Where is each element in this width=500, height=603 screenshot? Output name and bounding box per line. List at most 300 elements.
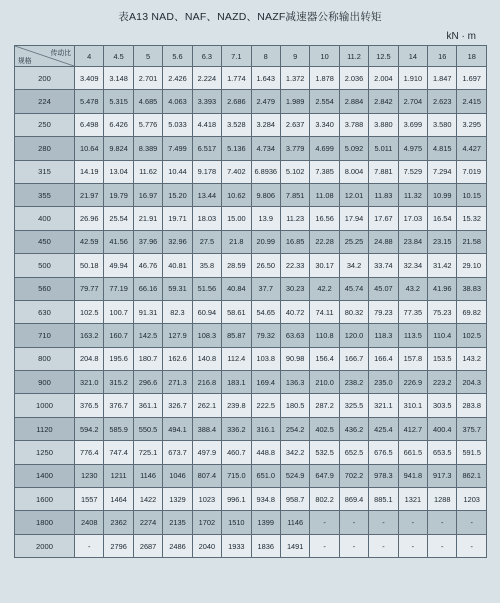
torque-value-cell: 321.1: [369, 394, 398, 417]
torque-value-cell: 315.2: [104, 371, 133, 394]
torque-value-cell: 1510: [222, 511, 251, 534]
torque-value-cell: 1.847: [428, 67, 457, 90]
torque-value-cell: 802.2: [310, 488, 339, 511]
torque-value-cell: 715.0: [222, 464, 251, 487]
torque-value-cell: 326.7: [163, 394, 192, 417]
ratio-header-cell: 11.2: [339, 46, 368, 67]
torque-value-cell: 163.2: [75, 324, 104, 347]
torque-value-cell: 226.9: [398, 371, 427, 394]
table-row: [15, 160, 487, 183]
torque-value-cell: 3.779: [280, 137, 309, 160]
torque-value-cell: 235.0: [369, 371, 398, 394]
torque-value-cell: 166.4: [369, 347, 398, 370]
ratio-header-cell: 5: [133, 46, 162, 67]
torque-value-cell: 136.3: [280, 371, 309, 394]
size-cell: 500: [15, 254, 75, 277]
ratio-header-cell: 6.3: [192, 46, 221, 67]
torque-value-cell: 32.34: [398, 254, 427, 277]
torque-value-cell: 2.701: [133, 67, 162, 90]
torque-value-cell: 4.063: [163, 90, 192, 113]
torque-value-cell: 20.99: [251, 230, 280, 253]
torque-value-cell: 17.67: [369, 207, 398, 230]
torque-value-cell: 400.4: [428, 417, 457, 440]
size-cell: 1250: [15, 441, 75, 464]
torque-value-cell: 2687: [133, 534, 162, 557]
torque-value-cell: 59.31: [163, 277, 192, 300]
table-row: [15, 254, 487, 277]
torque-value-cell: 2.884: [339, 90, 368, 113]
torque-value-cell: 2408: [75, 511, 104, 534]
table-row: [15, 441, 487, 464]
torque-value-cell: 941.8: [398, 464, 427, 487]
torque-value-cell: 5.033: [163, 113, 192, 136]
ratio-header-cell: 4: [75, 46, 104, 67]
torque-value-cell: 1464: [104, 488, 133, 511]
torque-value-cell: 46.76: [133, 254, 162, 277]
torque-value-cell: 166.7: [339, 347, 368, 370]
torque-value-cell: 862.1: [457, 464, 486, 487]
torque-value-cell: 1.643: [251, 67, 280, 90]
torque-value-cell: 120.0: [339, 324, 368, 347]
torque-value-cell: 11.08: [310, 183, 339, 206]
torque-value-cell: 204.3: [457, 371, 486, 394]
size-cell: 1120: [15, 417, 75, 440]
torque-value-cell: 11.23: [280, 207, 309, 230]
table-row: [15, 137, 487, 160]
torque-value-cell: 361.1: [133, 394, 162, 417]
torque-value-cell: 2.479: [251, 90, 280, 113]
torque-value-cell: 16.97: [133, 183, 162, 206]
torque-value-cell: 3.284: [251, 113, 280, 136]
torque-value-cell: 5.011: [369, 137, 398, 160]
torque-value-cell: 112.4: [222, 347, 251, 370]
torque-value-cell: 9.178: [192, 160, 221, 183]
torque-value-cell: 25.54: [104, 207, 133, 230]
torque-value-cell: 91.31: [133, 300, 162, 323]
size-cell: 2000: [15, 534, 75, 557]
torque-value-cell: 1.878: [310, 67, 339, 90]
torque-value-cell: 162.6: [163, 347, 192, 370]
ratio-header-cell: 12.5: [369, 46, 398, 67]
header-row: [15, 46, 487, 67]
torque-value-cell: 4.815: [428, 137, 457, 160]
size-cell: 710: [15, 324, 75, 347]
torque-value-cell: 1146: [280, 511, 309, 534]
torque-value-cell: 296.6: [133, 371, 162, 394]
torque-value-cell: 5.776: [133, 113, 162, 136]
torque-value-cell: 271.3: [163, 371, 192, 394]
torque-value-cell: 28.59: [222, 254, 251, 277]
torque-value-cell: 6.426: [104, 113, 133, 136]
torque-value-cell: 7.294: [428, 160, 457, 183]
torque-value-cell: 2135: [163, 511, 192, 534]
ratio-header-cell: 4.5: [104, 46, 133, 67]
torque-value-cell: 5.136: [222, 137, 251, 160]
ratio-axis-label: 传动比: [50, 50, 71, 57]
torque-value-cell: 18.03: [192, 207, 221, 230]
torque-value-cell: 2.704: [398, 90, 427, 113]
torque-value-cell: 195.6: [104, 347, 133, 370]
torque-value-cell: 1702: [192, 511, 221, 534]
torque-value-cell: 885.1: [369, 488, 398, 511]
torque-value-cell: 37.7: [251, 277, 280, 300]
torque-value-cell: 958.7: [280, 488, 309, 511]
torque-value-cell: -: [339, 511, 368, 534]
torque-value-cell: 2.686: [222, 90, 251, 113]
torque-value-cell: 15.32: [457, 207, 486, 230]
torque-value-cell: 2.224: [192, 67, 221, 90]
torque-value-cell: 41.96: [428, 277, 457, 300]
torque-value-cell: 2.426: [163, 67, 192, 90]
torque-value-cell: 1491: [280, 534, 309, 557]
torque-value-cell: 4.427: [457, 137, 486, 160]
torque-value-cell: 45.74: [339, 277, 368, 300]
torque-value-cell: 11.83: [369, 183, 398, 206]
torque-value-cell: 4.699: [310, 137, 339, 160]
torque-value-cell: 239.8: [222, 394, 251, 417]
size-cell: 1000: [15, 394, 75, 417]
table-row: [15, 300, 487, 323]
torque-value-cell: 342.2: [280, 441, 309, 464]
table-row: [15, 371, 487, 394]
size-cell: 250: [15, 113, 75, 136]
torque-value-cell: 108.3: [192, 324, 221, 347]
size-cell: 800: [15, 347, 75, 370]
torque-value-cell: 702.2: [339, 464, 368, 487]
torque-value-cell: 153.5: [428, 347, 457, 370]
torque-value-cell: 1836: [251, 534, 280, 557]
table-row: [15, 511, 487, 534]
torque-value-cell: 100.7: [104, 300, 133, 323]
torque-value-cell: 77.35: [398, 300, 427, 323]
table-row: [15, 230, 487, 253]
torque-value-cell: 652.5: [339, 441, 368, 464]
size-cell: 630: [15, 300, 75, 323]
torque-value-cell: 321.0: [75, 371, 104, 394]
torque-value-cell: 725.1: [133, 441, 162, 464]
torque-value-cell: 4.685: [133, 90, 162, 113]
torque-value-cell: 1329: [163, 488, 192, 511]
torque-value-cell: 21.91: [133, 207, 162, 230]
torque-value-cell: 1230: [75, 464, 104, 487]
table-row: [15, 534, 487, 557]
torque-value-cell: 113.5: [398, 324, 427, 347]
torque-value-cell: 3.580: [428, 113, 457, 136]
torque-value-cell: 35.8: [192, 254, 221, 277]
torque-value-cell: 6.517: [192, 137, 221, 160]
table-row: [15, 347, 487, 370]
ratio-header-cell: 5.6: [163, 46, 192, 67]
torque-value-cell: 412.7: [398, 417, 427, 440]
torque-value-cell: 34.2: [339, 254, 368, 277]
torque-value-cell: 42.59: [75, 230, 104, 253]
torque-value-cell: -: [457, 534, 486, 557]
torque-value-cell: 103.8: [251, 347, 280, 370]
size-cell: 560: [15, 277, 75, 300]
torque-value-cell: 2362: [104, 511, 133, 534]
size-cell: 450: [15, 230, 75, 253]
torque-value-cell: 25.25: [339, 230, 368, 253]
torque-value-cell: 7.881: [369, 160, 398, 183]
torque-value-cell: -: [75, 534, 104, 557]
torque-value-cell: 14.19: [75, 160, 104, 183]
torque-value-cell: 40.72: [280, 300, 309, 323]
torque-value-cell: 1.774: [222, 67, 251, 90]
torque-value-cell: 3.295: [457, 113, 486, 136]
torque-value-cell: 4.975: [398, 137, 427, 160]
torque-value-cell: 1.372: [280, 67, 309, 90]
ratio-header-cell: 9: [280, 46, 309, 67]
table-row: [15, 417, 487, 440]
torque-value-cell: 102.5: [457, 324, 486, 347]
torque-value-cell: 425.4: [369, 417, 398, 440]
torque-value-cell: 169.4: [251, 371, 280, 394]
torque-value-cell: 13.44: [192, 183, 221, 206]
torque-value-cell: 532.5: [310, 441, 339, 464]
torque-value-cell: 43.2: [398, 277, 427, 300]
torque-value-cell: 376.5: [75, 394, 104, 417]
torque-value-cell: 16.56: [310, 207, 339, 230]
table-body: [15, 67, 487, 558]
torque-value-cell: 4.418: [192, 113, 221, 136]
torque-value-cell: 30.23: [280, 277, 309, 300]
torque-value-cell: 160.7: [104, 324, 133, 347]
table-title: 表A13 NAD、NAF、NAZD、NAZF减速器公称输出转矩: [118, 11, 382, 23]
torque-value-cell: 238.2: [339, 371, 368, 394]
torque-value-cell: 110.8: [310, 324, 339, 347]
torque-value-cell: 1.910: [398, 67, 427, 90]
torque-value-cell: 180.5: [280, 394, 309, 417]
torque-value-cell: 1023: [192, 488, 221, 511]
torque-value-cell: 23.84: [398, 230, 427, 253]
torque-value-cell: 82.3: [163, 300, 192, 323]
torque-value-cell: 23.15: [428, 230, 457, 253]
torque-value-cell: -: [339, 534, 368, 557]
torque-value-cell: 26.96: [75, 207, 104, 230]
torque-value-cell: 591.5: [457, 441, 486, 464]
torque-value-cell: 524.9: [280, 464, 309, 487]
torque-value-cell: 460.7: [222, 441, 251, 464]
torque-value-cell: 1557: [75, 488, 104, 511]
torque-value-cell: 222.5: [251, 394, 280, 417]
torque-value-cell: 216.8: [192, 371, 221, 394]
torque-value-cell: 1046: [163, 464, 192, 487]
torque-value-cell: 50.18: [75, 254, 104, 277]
torque-value-cell: 3.528: [222, 113, 251, 136]
torque-value-cell: 996.1: [222, 488, 251, 511]
torque-value-cell: 917.3: [428, 464, 457, 487]
torque-value-cell: 3.788: [339, 113, 368, 136]
torque-value-cell: 676.5: [369, 441, 398, 464]
torque-value-cell: 7.529: [398, 160, 427, 183]
size-cell: 280: [15, 137, 75, 160]
torque-value-cell: 2.842: [369, 90, 398, 113]
torque-value-cell: 180.7: [133, 347, 162, 370]
torque-value-cell: 1422: [133, 488, 162, 511]
torque-value-cell: 204.8: [75, 347, 104, 370]
torque-value-cell: 2040: [192, 534, 221, 557]
torque-value-cell: 651.0: [251, 464, 280, 487]
torque-value-cell: -: [310, 534, 339, 557]
torque-value-cell: 1146: [133, 464, 162, 487]
torque-value-cell: 143.2: [457, 347, 486, 370]
torque-value-cell: 142.5: [133, 324, 162, 347]
torque-value-cell: 6.498: [75, 113, 104, 136]
torque-value-cell: 41.56: [104, 230, 133, 253]
torque-value-cell: 448.8: [251, 441, 280, 464]
torque-value-cell: 79.23: [369, 300, 398, 323]
torque-value-cell: 15.20: [163, 183, 192, 206]
torque-value-cell: 157.8: [398, 347, 427, 370]
torque-value-cell: 85.87: [222, 324, 251, 347]
torque-value-cell: 2274: [133, 511, 162, 534]
torque-value-cell: 54.65: [251, 300, 280, 323]
torque-value-cell: 38.83: [457, 277, 486, 300]
torque-table: [14, 45, 487, 558]
ratio-header-cell: 18: [457, 46, 486, 67]
torque-value-cell: 26.50: [251, 254, 280, 277]
torque-value-cell: 9.806: [251, 183, 280, 206]
torque-value-cell: 262.1: [192, 394, 221, 417]
torque-value-cell: 978.3: [369, 464, 398, 487]
torque-value-cell: 19.79: [104, 183, 133, 206]
torque-value-cell: -: [310, 511, 339, 534]
torque-value-cell: 42.2: [310, 277, 339, 300]
torque-value-cell: 7.499: [163, 137, 192, 160]
torque-value-cell: 747.4: [104, 441, 133, 464]
torque-value-cell: 1933: [222, 534, 251, 557]
torque-value-cell: 74.11: [310, 300, 339, 323]
torque-value-cell: 5.092: [339, 137, 368, 160]
torque-value-cell: 13.9: [251, 207, 280, 230]
torque-value-cell: 2.004: [369, 67, 398, 90]
torque-value-cell: 3.393: [192, 90, 221, 113]
torque-value-cell: 5.102: [280, 160, 309, 183]
torque-value-cell: 6.8936: [251, 160, 280, 183]
torque-value-cell: 550.5: [133, 417, 162, 440]
size-axis-label: 规格: [18, 58, 32, 65]
torque-value-cell: 66.16: [133, 277, 162, 300]
torque-value-cell: 388.4: [192, 417, 221, 440]
torque-value-cell: 4.734: [251, 137, 280, 160]
table-row: [15, 488, 487, 511]
torque-value-cell: 375.7: [457, 417, 486, 440]
torque-value-cell: 1.989: [280, 90, 309, 113]
torque-value-cell: -: [369, 534, 398, 557]
torque-value-cell: 585.9: [104, 417, 133, 440]
torque-value-cell: 2486: [163, 534, 192, 557]
table-row: [15, 67, 487, 90]
torque-value-cell: -: [428, 511, 457, 534]
torque-value-cell: -: [457, 511, 486, 534]
torque-value-cell: 3.409: [75, 67, 104, 90]
table-row: [15, 90, 487, 113]
torque-value-cell: 2.554: [310, 90, 339, 113]
torque-value-cell: 16.54: [428, 207, 457, 230]
torque-value-cell: 31.42: [428, 254, 457, 277]
torque-value-cell: 69.82: [457, 300, 486, 323]
torque-value-cell: -: [398, 534, 427, 557]
torque-value-cell: 647.9: [310, 464, 339, 487]
torque-value-cell: 17.94: [339, 207, 368, 230]
torque-value-cell: 3.340: [310, 113, 339, 136]
torque-value-cell: 110.4: [428, 324, 457, 347]
torque-value-cell: 15.00: [222, 207, 251, 230]
torque-value-cell: 2.036: [339, 67, 368, 90]
torque-value-cell: 58.61: [222, 300, 251, 323]
torque-value-cell: 1203: [457, 488, 486, 511]
torque-value-cell: 10.44: [163, 160, 192, 183]
torque-value-cell: 283.8: [457, 394, 486, 417]
torque-value-cell: 12.01: [339, 183, 368, 206]
size-cell: 1400: [15, 464, 75, 487]
ratio-header-cell: 14: [398, 46, 427, 67]
torque-value-cell: 10.99: [428, 183, 457, 206]
size-cell: 900: [15, 371, 75, 394]
torque-value-cell: 140.8: [192, 347, 221, 370]
torque-value-cell: 49.94: [104, 254, 133, 277]
torque-value-cell: 7.019: [457, 160, 486, 183]
torque-value-cell: 32.96: [163, 230, 192, 253]
torque-value-cell: 79.77: [75, 277, 104, 300]
torque-value-cell: 75.23: [428, 300, 457, 323]
size-cell: 400: [15, 207, 75, 230]
torque-value-cell: 287.2: [310, 394, 339, 417]
torque-value-cell: 5.315: [104, 90, 133, 113]
size-cell: 224: [15, 90, 75, 113]
torque-value-cell: 673.7: [163, 441, 192, 464]
torque-value-cell: 436.2: [339, 417, 368, 440]
torque-value-cell: 51.56: [192, 277, 221, 300]
torque-value-cell: 16.85: [280, 230, 309, 253]
torque-value-cell: 223.2: [428, 371, 457, 394]
torque-value-cell: 22.33: [280, 254, 309, 277]
torque-value-cell: 1211: [104, 464, 133, 487]
torque-value-cell: -: [398, 511, 427, 534]
torque-value-cell: 27.5: [192, 230, 221, 253]
size-cell: 1600: [15, 488, 75, 511]
torque-value-cell: 8.389: [133, 137, 162, 160]
torque-value-cell: 1288: [428, 488, 457, 511]
torque-value-cell: 2.623: [428, 90, 457, 113]
torque-value-cell: 19.71: [163, 207, 192, 230]
torque-value-cell: 5.478: [75, 90, 104, 113]
torque-value-cell: 316.1: [251, 417, 280, 440]
torque-value-cell: 40.81: [163, 254, 192, 277]
torque-value-cell: 11.32: [398, 183, 427, 206]
torque-value-cell: 21.58: [457, 230, 486, 253]
torque-value-cell: 45.07: [369, 277, 398, 300]
size-cell: 355: [15, 183, 75, 206]
torque-value-cell: 90.98: [280, 347, 309, 370]
torque-value-cell: 594.2: [75, 417, 104, 440]
torque-value-cell: 11.62: [133, 160, 162, 183]
table-row: [15, 277, 487, 300]
torque-value-cell: 7.402: [222, 160, 251, 183]
torque-value-cell: 653.5: [428, 441, 457, 464]
table-row: [15, 113, 487, 136]
torque-value-cell: 3.148: [104, 67, 133, 90]
torque-value-cell: 1.697: [457, 67, 486, 90]
torque-value-cell: 9.824: [104, 137, 133, 160]
torque-value-cell: 22.28: [310, 230, 339, 253]
torque-value-cell: 80.32: [339, 300, 368, 323]
torque-value-cell: 63.63: [280, 324, 309, 347]
torque-value-cell: 310.1: [398, 394, 427, 417]
torque-value-cell: 2.637: [280, 113, 309, 136]
table-row: [15, 464, 487, 487]
torque-value-cell: 376.7: [104, 394, 133, 417]
